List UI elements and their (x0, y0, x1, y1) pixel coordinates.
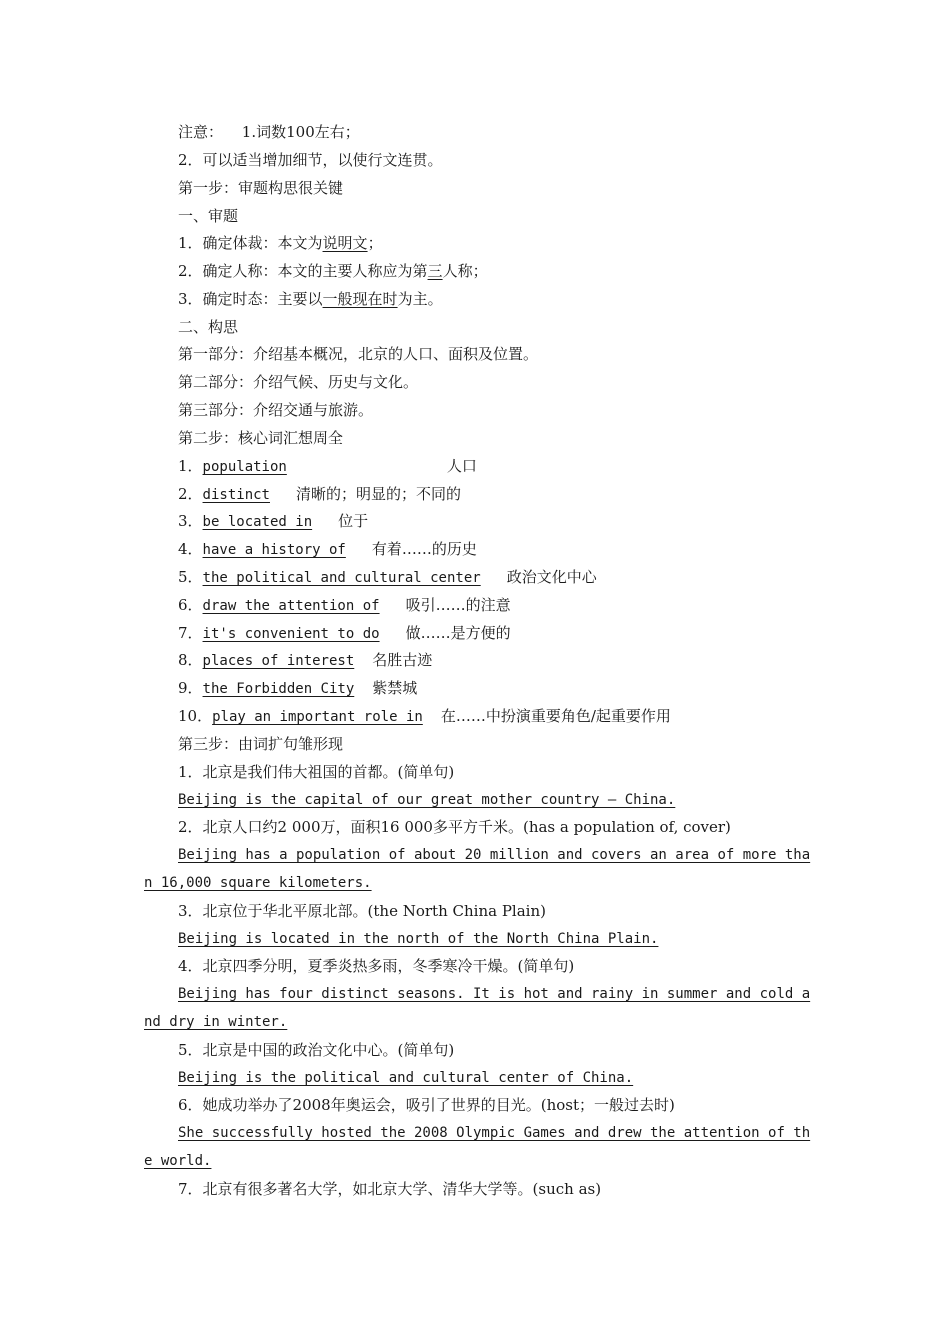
vocab-item: 6．draw the attention of 吸引……的注意 (178, 596, 511, 614)
sentence-answer: Beijing is the capital of our great mother country — China. (178, 792, 676, 808)
vocab-en: play an important role in (212, 709, 423, 725)
review-title: 一、审题 (178, 207, 239, 225)
sentence-answer-cont: n 16,000 square kilometers. (144, 875, 372, 891)
vocab-en: places of interest (202, 653, 355, 669)
sentence-prompt: 4．北京四季分明，夏季炎热多雨，冬季寒冷干燥。(简单句) (178, 957, 575, 975)
vocab-item: 4．have a history of 有着……的历史 (178, 540, 477, 558)
vocab-cn: 位于 (338, 512, 369, 530)
vocab-item: 3．be located in 位于 (178, 512, 369, 530)
answer-genre: 说明文 (322, 234, 368, 252)
vocab-en: have a history of (202, 542, 346, 558)
sentence-answer: She successfully hosted the 2008 Olympic Games and drew the attention of th (178, 1125, 811, 1141)
note-line (178, 122, 360, 142)
step3-title: 第三步：由词扩句雏形现 (178, 735, 344, 753)
review-item-tense: 3．确定时态：主要以一般现在时为主。 (178, 290, 443, 308)
vocab-item: 8．places of interest 名胜古迹 (178, 651, 433, 669)
sentence-prompt: 5．北京是中国的政治文化中心。(简单句) (178, 1041, 455, 1059)
vocab-cn: 吸引……的注意 (405, 596, 511, 614)
vocab-en: be located in (202, 514, 313, 530)
vocab-cn: 有着……的历史 (371, 540, 477, 558)
note-item-1: 1.词数100左右； (241, 123, 360, 141)
review-item-person: 2．确定人称：本文的主要人称应为第三人称； (178, 262, 488, 280)
vocab-item: 9．the Forbidden City 紫禁城 (178, 679, 418, 697)
step2-title: 第二步：核心词汇想周全 (178, 429, 344, 447)
plan-title: 二、构思 (178, 318, 239, 336)
sentence-answer: Beijing is located in the north of the North China Plain. (178, 931, 659, 947)
sentence-answer-cont: nd dry in winter. (144, 1014, 288, 1030)
vocab-en: distinct (202, 487, 270, 503)
vocab-cn: 紫禁城 (372, 679, 418, 697)
vocab-en: draw the attention of (202, 598, 380, 614)
vocab-item: 2．distinct 清晰的；明显的；不同的 (178, 485, 461, 503)
review-item-genre: 1．确定体裁：本文为说明文； (178, 234, 383, 252)
sentence-prompt: 2．北京人口约2 000万，面积16 000多平方千米。(has a population of, cover) (178, 818, 731, 836)
vocab-en: it's convenient to do (202, 626, 380, 642)
vocab-cn: 政治文化中心 (506, 568, 597, 586)
vocab-item: 1．population 人口 (178, 457, 477, 475)
vocab-cn: 人口 (446, 457, 477, 475)
sentence-prompt: 1．北京是我们伟大祖国的首都。(简单句) (178, 763, 455, 781)
vocab-en: population (202, 459, 287, 475)
plan-part-2: 第二部分：介绍气候、历史与文化。 (178, 373, 419, 391)
answer-tense: 一般现在时 (322, 290, 398, 308)
sentence-prompt: 3．北京位于华北平原北部。(the North China Plain) (178, 902, 546, 920)
note-item-2: 2．可以适当增加细节，以使行文连贯。 (178, 151, 443, 169)
plan-part-1: 第一部分：介绍基本概况，北京的人口、面积及位置。 (178, 345, 539, 363)
vocab-cn: 做……是方便的 (405, 624, 511, 642)
vocab-item: 10．play an important role in 在……中扮演重要角色/起重要作用 (178, 707, 671, 725)
vocab-item: 7．it's convenient to do 做……是方便的 (178, 624, 511, 642)
vocab-en: the political and cultural center (202, 570, 481, 586)
answer-person: 三 (427, 262, 443, 280)
vocab-item: 5．the political and cultural center 政治文化中心 (178, 568, 597, 586)
sentence-prompt: 6．她成功举办了2008年奥运会，吸引了世界的目光。(host；一般过去时) (178, 1096, 675, 1114)
plan-part-3: 第三部分：介绍交通与旅游。 (178, 401, 374, 419)
step1-title: 第一步：审题构思很关键 (178, 179, 344, 197)
sentence-answer-cont: e world. (144, 1153, 212, 1169)
note-label: 注意： (178, 123, 224, 141)
sentence-answer: Beijing is the political and cultural center of China. (178, 1070, 634, 1086)
sentence-answer: Beijing has four distinct seasons. It is hot and rainy in summer and cold a (178, 986, 811, 1002)
vocab-en: the Forbidden City (202, 681, 355, 697)
vocab-cn: 清晰的；明显的；不同的 (295, 485, 461, 503)
vocab-cn: 名胜古迹 (372, 651, 433, 669)
sentence-prompt: 7．北京有很多著名大学，如北京大学、清华大学等。(such as) (178, 1180, 602, 1198)
sentence-answer: Beijing has a population of about 20 million and covers an area of more tha (178, 847, 811, 863)
vocab-cn: 在……中扮演重要角色/起重要作用 (440, 707, 671, 725)
